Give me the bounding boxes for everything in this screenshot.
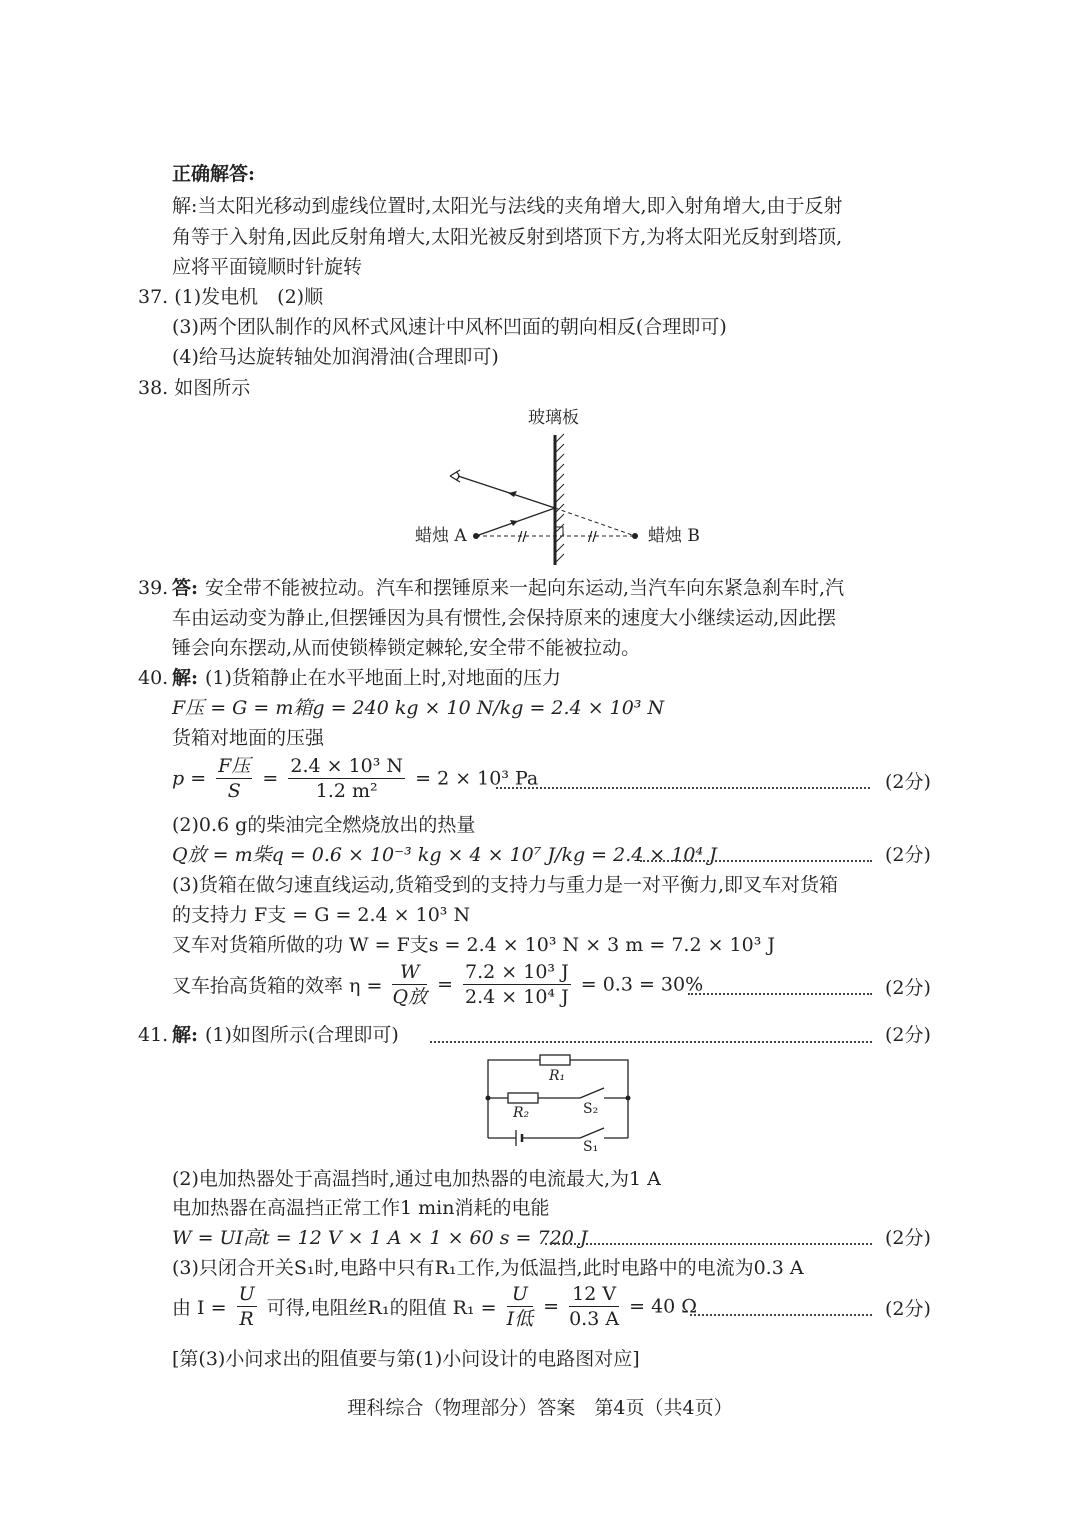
circuit-diagram: [480, 1048, 640, 1158]
glass-hatch: [556, 434, 564, 562]
glass-plate-label: 玻璃板: [528, 408, 579, 428]
fraction-denominator: S: [227, 780, 241, 802]
equal-mark-left: //: [518, 530, 527, 545]
candle-a-label: 蜡烛 A: [415, 526, 467, 546]
ohm-middle-text: 可得,电阻丝R₁的阻值 R₁ =: [266, 1297, 497, 1319]
equals-sign: =: [543, 1295, 560, 1318]
q40-line1: (1)货箱静止在水平地面上时,对地面的压力: [205, 667, 561, 689]
r2-label: R₂: [513, 1105, 530, 1121]
s1-label: S₁: [583, 1139, 599, 1155]
q40-line9: 叉车对货箱所做的功 W = F支s = 2.4 × 10³ N × 3 m = 7.2 × 10³ J: [172, 934, 775, 956]
q40-line5: (2)0.6 g的柴油完全燃烧放出的热量: [172, 814, 476, 836]
fraction-denominator: 1.2 m²: [315, 780, 378, 802]
q37-line3: (4)给马达旋转轴处加润滑油(合理即可): [172, 346, 499, 368]
ohm-prefix: 由 I =: [172, 1297, 227, 1319]
fraction-f-over-s: [216, 754, 252, 803]
q41-line1: (1)如图所示(合理即可): [205, 1024, 399, 1046]
q40-efficiency-equation: [172, 960, 703, 1009]
fraction-w-over-q: [392, 960, 427, 1009]
fraction-u-over-i: [507, 1282, 534, 1331]
fraction-numerator: W: [392, 960, 427, 985]
dot-leader: [496, 787, 870, 789]
fraction-values: [569, 1282, 619, 1331]
q40-number: 40.: [138, 667, 169, 689]
fraction-numerator: 12 V: [569, 1282, 619, 1307]
equals-sign: =: [437, 973, 453, 996]
fraction-numerator: 2.4 × 10³ N: [290, 755, 404, 777]
score-2pts: (2分): [885, 977, 931, 999]
dot-leader: [430, 1041, 872, 1043]
fraction-u-over-r: [237, 1282, 257, 1331]
r1-label: R₁: [549, 1068, 566, 1084]
resistor-r2: [508, 1093, 538, 1103]
q39-line1: 安全带不能被拉动。汽车和摆锤原来一起向东运动,当汽车向东紧急刹车时,汽: [205, 577, 845, 599]
page-footer: 理科综合（物理部分）答案 第4页（共4页）: [347, 1397, 733, 1419]
q40-heat-equation: Q放 = m柴q = 0.6 × 10⁻³ kg × 4 × 10⁷ J/kg = 2.4 × 10⁴ J: [172, 844, 717, 866]
fraction-numerator: F压: [218, 755, 251, 777]
equal-mark-right: //: [588, 530, 597, 545]
candle-b-label: 蜡烛 B: [648, 526, 700, 546]
fraction-numerator: U: [238, 1283, 255, 1305]
q39-line2: 车由运动变为静止,但摆锤因为具有惯性,会保持原来的速度大小继续运动,因此摆: [172, 607, 837, 629]
q39-line3: 锤会向东摆动,从而使锁棒锁定棘轮,安全带不能被拉动。: [172, 637, 641, 659]
dot-leader: [688, 993, 872, 995]
resistance-result: = 40 Ω: [629, 1295, 698, 1318]
q40-pressure-equation: [172, 754, 538, 803]
q41-note: [第(3)小问求出的阻值要与第(1)小问设计的电路图对应]: [172, 1348, 640, 1370]
q36-line3: 应将平面镜顺时针旋转: [172, 256, 363, 278]
resistor-r1: [540, 1055, 570, 1065]
score-2pts: (2分): [885, 1227, 931, 1249]
score-2pts: (2分): [885, 1024, 931, 1046]
q41-line5: (3)只闭合开关S₁时,电路中只有R₁工作,为低温挡,此时电路中的电流为0.3 A: [172, 1257, 804, 1279]
score-2pts: (2分): [885, 844, 931, 866]
fraction-numerator: 7.2 × 10³ J: [465, 961, 569, 983]
q41-number: 41.: [138, 1024, 169, 1046]
switch-s1: [580, 1128, 604, 1138]
fraction-values: [288, 754, 405, 803]
eta-result: = 0.3 = 30%: [580, 973, 704, 996]
q40-solution-label: 解:: [172, 667, 199, 689]
fraction-denominator: Q放: [392, 986, 428, 1008]
q38-line1: 38. 如图所示: [138, 377, 251, 399]
fraction-values: [463, 960, 571, 1009]
dot-leader: [640, 860, 872, 862]
dot-leader: [690, 1314, 872, 1316]
equals-sign: =: [262, 767, 279, 790]
eye-icon: [450, 470, 460, 482]
reflected-ray: [458, 476, 555, 508]
q41-energy-equation: W = UI高t = 12 V × 1 A × 1 × 60 s = 720 J: [172, 1227, 588, 1249]
correct-answer-label: 正确解答:: [172, 163, 256, 185]
q39-answer-label: 答:: [172, 577, 199, 599]
q37-line1: 37. (1)发电机 (2)顺: [138, 286, 324, 308]
q36-line1: 解:当太阳光移动到虚线位置时,太阳光与法线的夹角增大,即入射角增大,由于反射: [172, 195, 843, 217]
q40-line7: (3)货箱在做匀速直线运动,货箱受到的支持力与重力是一对平衡力,即叉车对货箱: [172, 874, 838, 896]
p-lhs: p =: [172, 767, 207, 790]
s2-label: S₂: [583, 1101, 599, 1117]
q40-pressure-force-equation: F压 = G = m箱g = 240 kg × 10 N/kg = 2.4 × 10³ N: [172, 697, 665, 719]
score-2pts: (2分): [885, 771, 931, 793]
q40-line8: 的支持力 F支 = G = 2.4 × 10³ N: [172, 904, 471, 926]
fraction-denominator: R: [239, 1308, 254, 1330]
score-2pts: (2分): [885, 1298, 931, 1320]
q36-line2: 角等于入射角,因此反射角增大,太阳光被反射到塔顶下方,为将太阳光反射到塔顶,: [172, 226, 843, 248]
q41-line3: 电加热器在高温挡正常工作1 min消耗的电能: [172, 1197, 550, 1219]
fraction-numerator: U: [507, 1282, 534, 1307]
q39-number: 39.: [138, 577, 169, 599]
q40-line3: 货箱对地面的压强: [172, 727, 325, 749]
q41-solution-label: 解:: [172, 1024, 199, 1046]
switch-s2: [580, 1088, 604, 1098]
fraction-denominator: 2.4 × 10⁴ J: [465, 986, 569, 1008]
q41-line2: (2)电加热器处于高温挡时,通过电加热器的电流最大,为1 A: [172, 1168, 661, 1190]
fraction-denominator: 0.3 A: [569, 1308, 620, 1330]
q41-resistance-equation: [172, 1282, 697, 1331]
q37-line2: (3)两个团队制作的风杯式风速计中风杯凹面的朝向相反(合理即可): [172, 316, 727, 338]
dot-leader: [545, 1243, 872, 1245]
reflected-arrow: [508, 491, 517, 497]
eta-lhs: 叉车抬高货箱的效率 η =: [172, 975, 383, 997]
p-result: = 2 × 10³ Pa: [415, 767, 539, 790]
fraction-denominator: I低: [506, 1308, 534, 1330]
